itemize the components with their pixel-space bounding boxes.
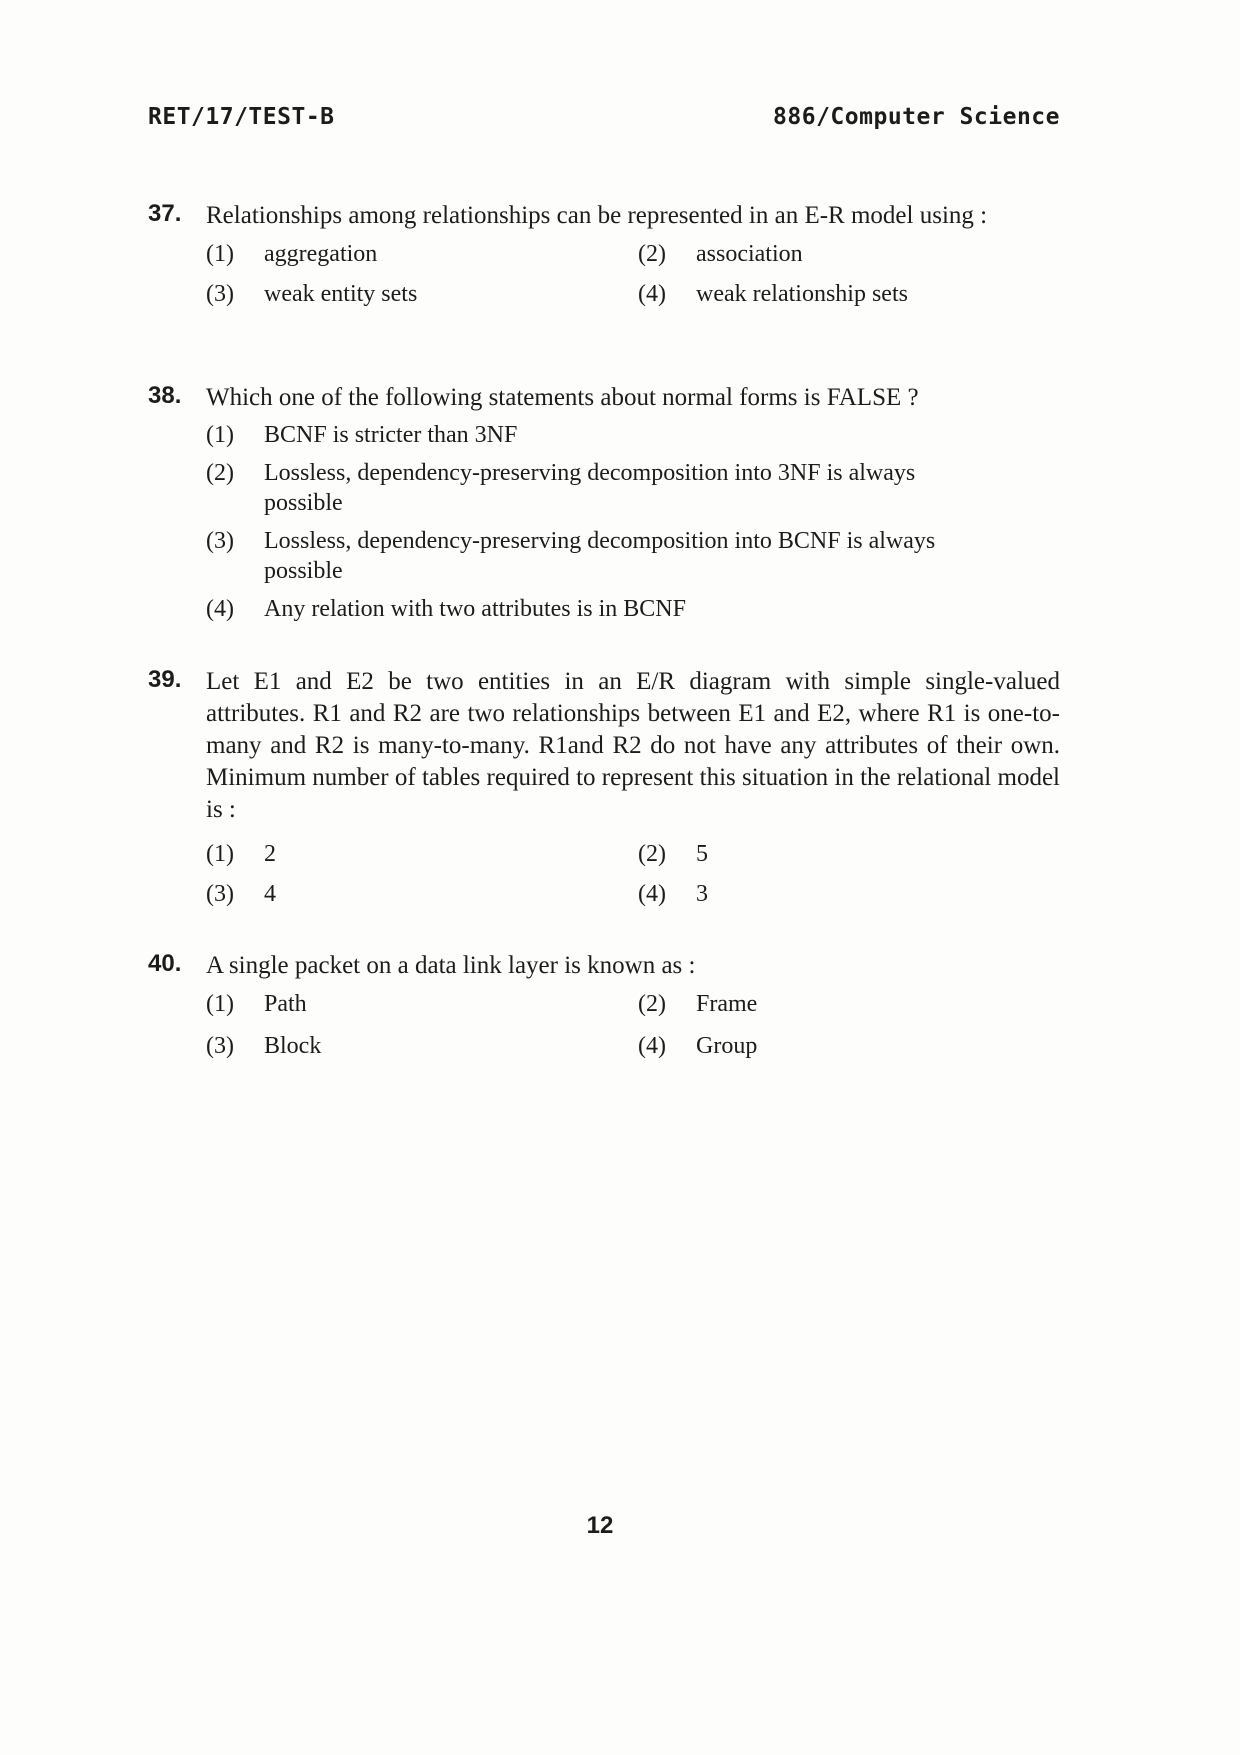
option-4	[638, 878, 708, 910]
option-text: 3	[696, 881, 708, 907]
option-text: Frame	[696, 991, 758, 1017]
option-text: 2	[264, 841, 276, 867]
option-text: BCNF is stricter than 3NF	[264, 422, 518, 448]
option-text: Path	[264, 991, 307, 1017]
page-header	[148, 104, 1060, 140]
option-2	[638, 988, 757, 1020]
option-number: (3)	[206, 528, 234, 554]
option-3	[206, 526, 986, 586]
option-3	[206, 1030, 321, 1062]
option-1	[206, 988, 307, 1020]
option-text: Lossless, dependency-preserving decomposition into BCNF is always possible	[264, 528, 936, 584]
option-2	[206, 458, 986, 518]
question-text: A single packet on a data link layer is known as :	[206, 952, 696, 979]
option-number: (1)	[206, 991, 234, 1017]
option-text: 5	[696, 841, 708, 867]
question-text: Relationships among relationships can be represented in an E-R model using :	[206, 202, 988, 229]
question-38	[148, 382, 1060, 632]
option-4	[638, 278, 908, 310]
option-3	[206, 278, 417, 310]
page-number: 12	[586, 1512, 614, 1539]
option-number: (3)	[206, 881, 234, 907]
options	[206, 420, 1060, 624]
question-number: 39.	[148, 666, 182, 693]
question-text: Which one of the following statements about normal forms is FALSE ?	[206, 384, 919, 411]
subject-code: 886/Computer Science	[773, 104, 1060, 130]
option-text: weak relationship sets	[696, 281, 908, 307]
option-number: (2)	[638, 241, 666, 267]
option-text: Block	[264, 1033, 322, 1059]
options	[206, 988, 1060, 1070]
option-text: association	[696, 241, 803, 267]
question-40	[148, 950, 1060, 1070]
option-number: (3)	[206, 1033, 234, 1059]
question-number: 40.	[148, 950, 182, 977]
option-number: (4)	[638, 881, 666, 907]
option-number: (1)	[206, 841, 234, 867]
option-text: Lossless, dependency-preserving decomposition into 3NF is always possible	[264, 460, 916, 516]
question-number: 37.	[148, 200, 182, 227]
option-2	[638, 838, 708, 870]
option-text: aggregation	[264, 241, 378, 267]
question-number: 38.	[148, 382, 182, 409]
option-text: weak entity sets	[264, 281, 418, 307]
option-number: (1)	[206, 241, 234, 267]
option-number: (3)	[206, 281, 234, 307]
option-4	[206, 594, 1060, 624]
options	[206, 838, 1060, 916]
option-number: (4)	[206, 596, 234, 622]
exam-code: RET/17/TEST-B	[148, 104, 335, 130]
options	[206, 238, 1060, 316]
question-39	[148, 666, 1060, 916]
option-number: (2)	[638, 991, 666, 1017]
option-3	[206, 878, 276, 910]
option-number: (4)	[638, 281, 666, 307]
option-text: 4	[264, 881, 276, 907]
option-4	[638, 1030, 757, 1062]
option-1	[206, 838, 276, 870]
option-1	[206, 238, 377, 270]
question-37	[148, 200, 1060, 316]
option-text: Any relation with two attributes is in BCNF	[264, 596, 686, 622]
option-2	[638, 238, 803, 270]
option-text: Group	[696, 1033, 758, 1059]
question-text: Let E1 and E2 be two entities in an E/R diagram with simple single-valued attributes. R1 and R2 are two relationships between E1 and E2, where R1 is one-to-many and R2 is many-to-many. R1and R2 do not have any attributes of their own. Minimum number of tables required to represent this situation in the relational model is :	[206, 668, 1060, 823]
option-number: (2)	[638, 841, 666, 867]
option-number: (2)	[206, 460, 234, 486]
option-number: (4)	[638, 1033, 666, 1059]
option-number: (1)	[206, 422, 234, 448]
option-1	[206, 420, 1060, 450]
